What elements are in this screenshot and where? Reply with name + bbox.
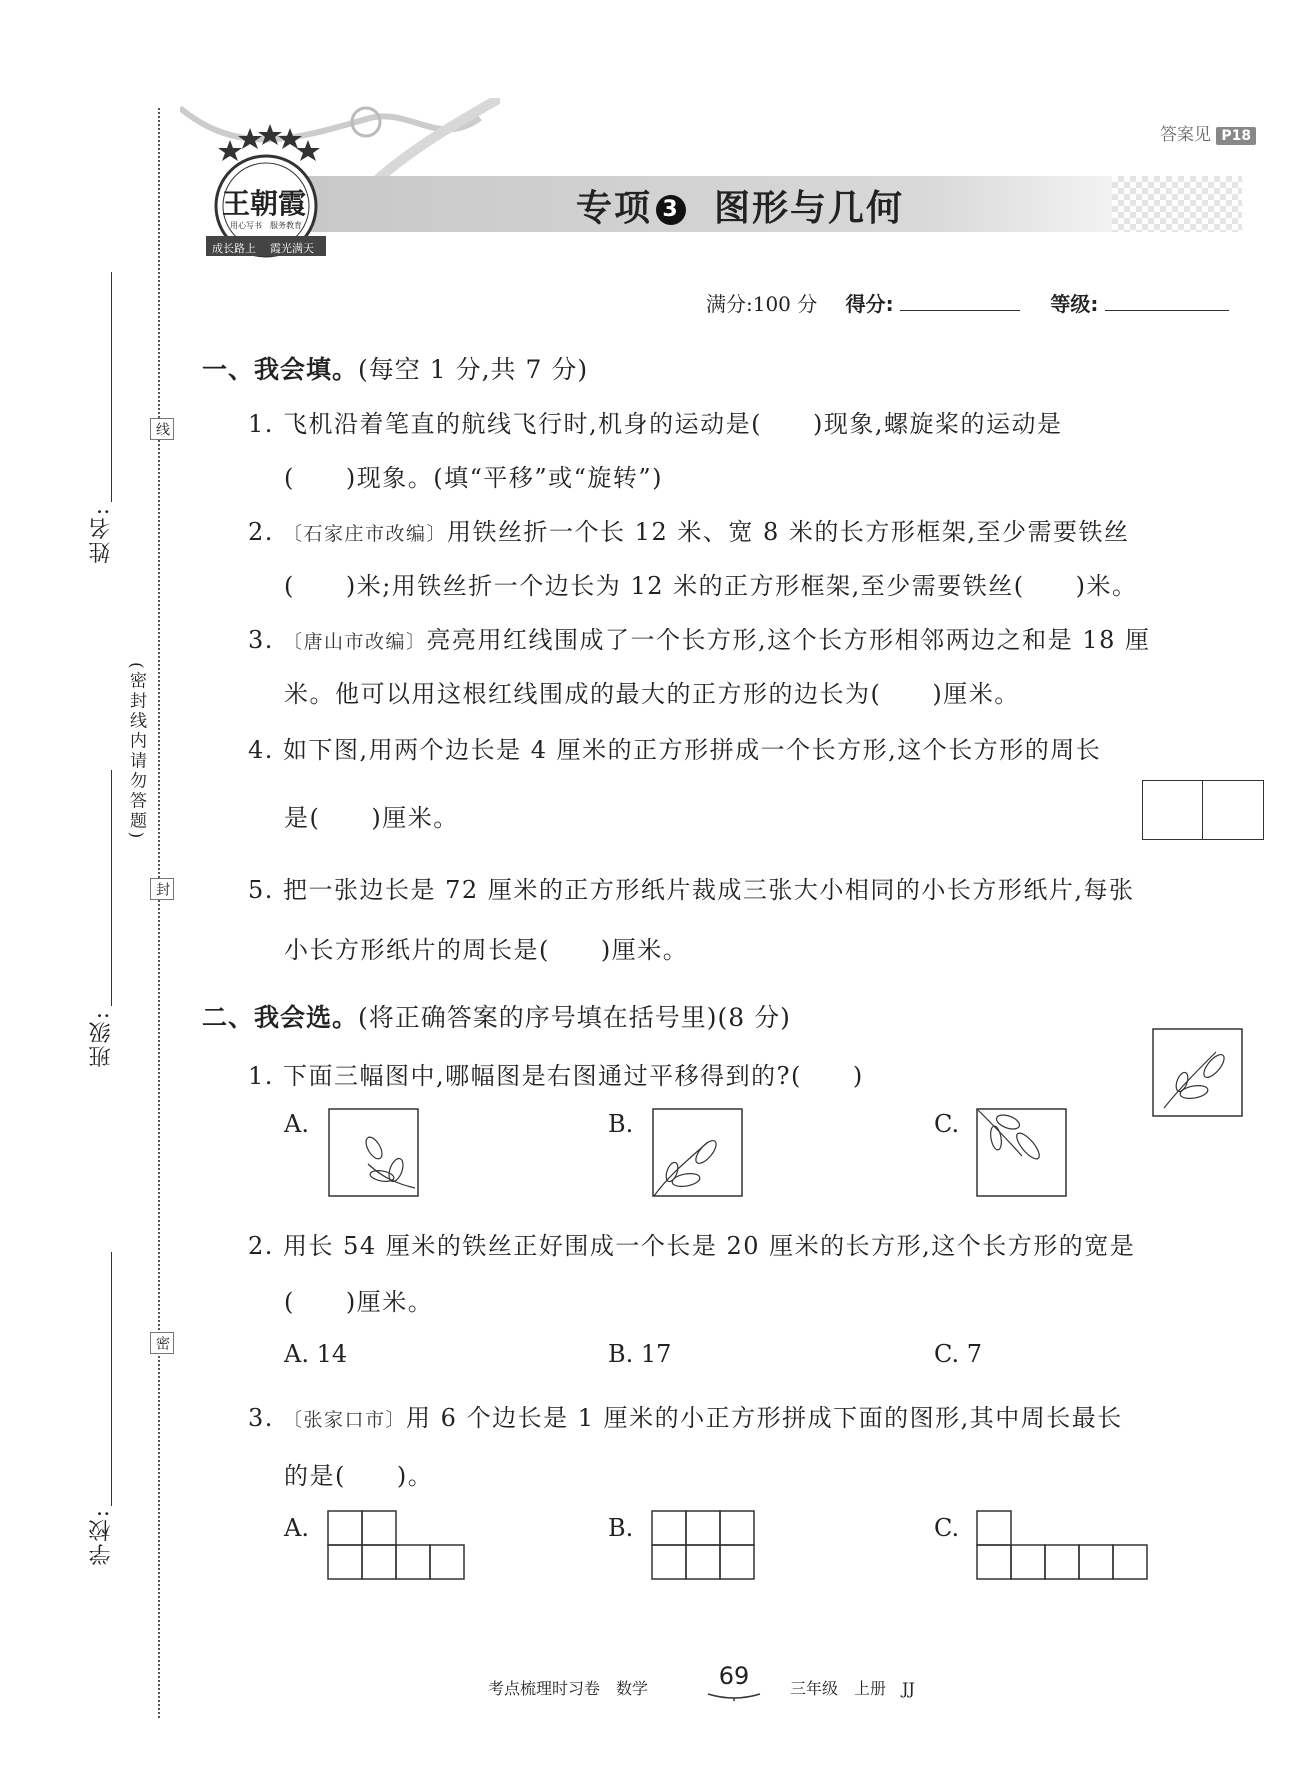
answer-ref-page: P18 [1216,127,1256,145]
checker-decoration [1112,176,1242,232]
s2-q3-option-a-figure[interactable] [327,1510,467,1584]
s2-q3-prefix: 3. [248,1404,284,1432]
two-squares-figure [1142,780,1264,840]
answer-reference [1160,120,1256,145]
s1-q5-line2: 小长方形纸片的周长是( )厘米。 [284,936,689,964]
s1-q3-line1 [248,620,1150,655]
square-divider [1202,781,1203,839]
logo-sub-right: 服务教育 [270,221,302,230]
footer-page-number [706,1662,762,1704]
s2-q3-text: 用 6 个边长是 1 厘米的小正方形拼成下面的图形,其中周长最长 [406,1404,1123,1432]
s1-q1-line2: ( )现象。(填“平移”或“旋转”) [284,464,664,492]
score-label: 得分: [845,292,894,316]
title-text: 图形与几何 [714,188,905,229]
s1-q4-line1: 4. 如下图,用两个边长是 4 厘米的正方形拼成一个长方形,这个长方形的周长 [248,736,1102,764]
section1-note: (每空 1 分,共 7 分) [358,355,589,384]
school-label: 学校: [89,1508,114,1566]
s2-q3-option-c-label[interactable]: C. [934,1514,960,1542]
s2-q2-option-c[interactable]: C. 7 [934,1340,983,1368]
title-prefix: 专项 [576,188,653,229]
grade-label: 等级: [1050,292,1099,316]
fold-mark-seal: 封 [150,878,174,900]
footer-right: 三年级 上册 JJ [790,1679,915,1698]
s2-q3-option-a-label[interactable]: A. [284,1514,309,1542]
logo-brand-text: 王朝霞 [222,187,307,220]
s2-q1-option-b-figure[interactable] [652,1108,744,1198]
fold-dotted-line [158,108,160,1718]
section2-heading [202,998,791,1034]
school-underline[interactable] [111,1252,112,1506]
fold-mark-line: 线 [150,418,174,440]
fold-mark-secret: 密 [150,1332,174,1354]
s2-q3-source: 〔张家口市〕 [283,1409,407,1431]
s2-q2-line2: ( )厘米。 [284,1288,434,1316]
logo-slogan-right: 霞光满天 [270,242,314,255]
brand-logo [200,110,330,260]
s1-q2-line1 [248,512,1130,547]
s1-q1-line1: 1. 飞机沿着笔直的航线飞行时,机身的运动是( )现象,螺旋桨的运动是 [248,410,1063,438]
s2-q3-line2: 的是( )。 [284,1462,434,1490]
s2-q2-line1: 2. 用长 54 厘米的铁丝正好围成一个长是 20 厘米的长方形,这个长方形的宽是 [248,1232,1136,1260]
s2-q3-line1 [248,1398,1123,1433]
section1-title: 一、我会填。 [202,355,359,384]
class-underline[interactable] [111,770,112,1006]
s1-q3-text: 亮亮用红线围成了一个长方形,这个长方形相邻两边之和是 18 厘 [426,626,1151,654]
s2-q1-option-c-label[interactable]: C. [934,1110,960,1138]
score-blank[interactable] [900,310,1020,311]
s2-q3-option-b-figure[interactable] [651,1510,757,1584]
s1-q3-line2: 米。他可以用这根红线围成的最大的正方形的边长为( )厘米。 [284,680,1020,708]
section2-title: 二、我会选。 [202,1003,359,1032]
title-number-badge: 3 [656,195,686,225]
answer-ref-label: 答案见 [1160,125,1211,145]
section2-note: (将正确答案的序号填在括号里)(8 分) [358,1003,791,1032]
name-label: 姓名: [89,506,114,564]
page-title [576,180,904,231]
logo-sub-left: 用心写书 [230,221,262,230]
s2-q3-option-c-figure[interactable] [976,1510,1150,1584]
s1-q2-prefix: 2. [248,518,284,546]
s1-q3-prefix: 3. [248,626,284,654]
s2-q1-option-c-figure[interactable] [976,1108,1068,1198]
class-label: 班级: [89,1010,114,1068]
name-underline[interactable] [111,272,112,502]
s1-q4-line2: 是( )厘米。 [284,804,459,832]
reference-leaf-figure [1152,1028,1244,1118]
book-icon [706,1692,762,1702]
section1-heading [202,350,588,386]
score-line [706,288,1229,317]
s2-q1-text: 1. 下面三幅图中,哪幅图是右图通过平移得到的?( ) [248,1062,864,1090]
s2-q1-option-a-label[interactable]: A. [284,1110,309,1138]
seal-notice: (密封线内请勿答题) [126,662,146,842]
full-score: 满分:100 分 [706,292,818,316]
s1-q2-text: 用铁丝折一个长 12 米、宽 8 米的长方形框架,至少需要铁丝 [447,518,1130,546]
s1-q2-line2: ( )米;用铁丝折一个边长为 12 米的正方形框架,至少需要铁丝( )米。 [284,572,1138,600]
s2-q3-option-b-label[interactable]: B. [608,1514,634,1542]
s1-q5-line1: 5. 把一张边长是 72 厘米的正方形纸片裁成三张大小相同的小长方形纸片,每张 [248,876,1135,904]
s2-q2-option-b[interactable]: B. 17 [608,1340,672,1368]
s2-q2-option-a[interactable]: A. 14 [284,1340,348,1368]
logo-slogan-left: 成长路上 [212,242,256,255]
s1-q3-source: 〔唐山市改编〕 [283,631,427,653]
s2-q1-option-b-label[interactable]: B. [608,1110,634,1138]
footer-left: 考点梳理时习卷 数学 [488,1679,649,1698]
s1-q2-source: 〔石家庄市改编〕 [283,523,448,545]
grade-blank[interactable] [1105,310,1229,311]
s2-q1-option-a-figure[interactable] [328,1108,420,1198]
page-number: 69 [718,1662,750,1690]
